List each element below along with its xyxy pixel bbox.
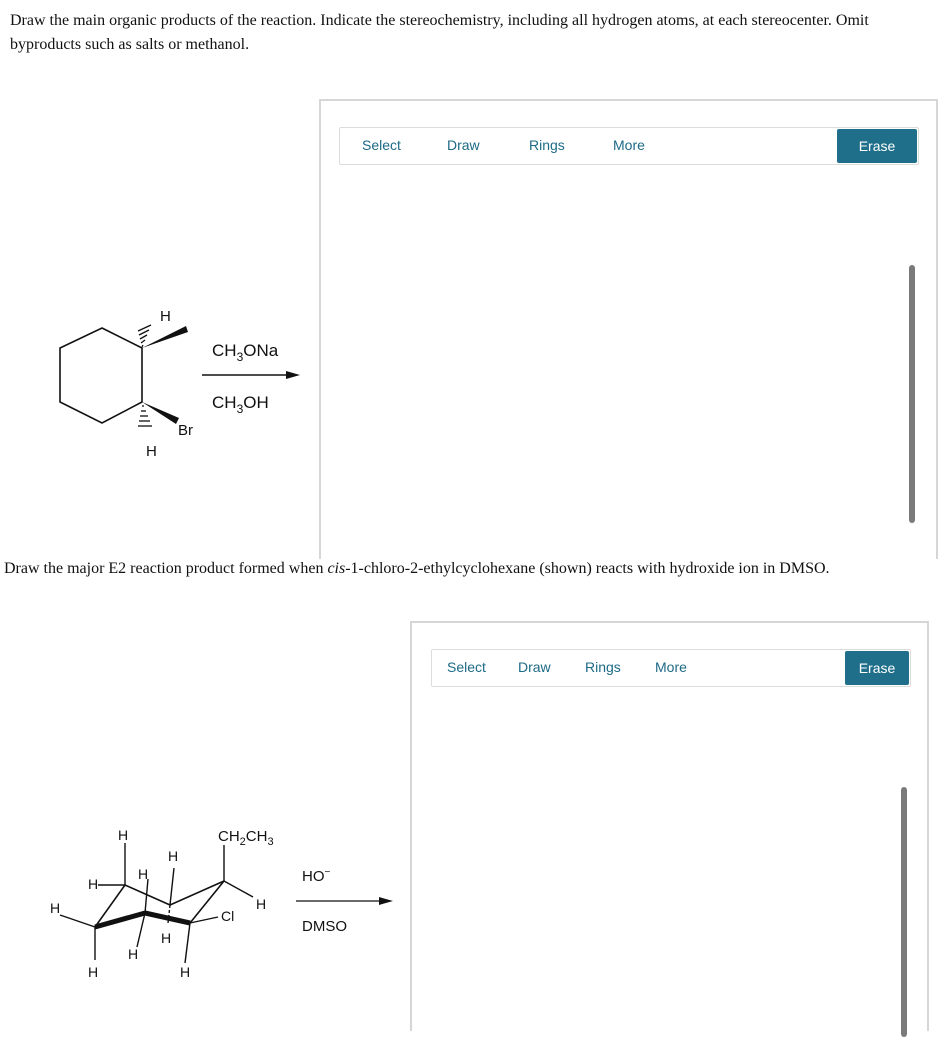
atom-h-1: H (118, 827, 129, 843)
tool-more[interactable]: More (613, 137, 645, 153)
atom-cl: Cl (221, 908, 235, 924)
atom-h-7: H (128, 946, 139, 962)
question-1-prompt: Draw the main organic products of the reaction. Indicate the stereochemistry, including all hydrogen atoms, at each stereocenter. Omit byproducts such as salts or methanol. (10, 12, 869, 53)
drawing-editor-2[interactable] (410, 621, 929, 1031)
arrow-head-1 (286, 371, 300, 379)
drawing-editor-1[interactable] (319, 99, 938, 559)
tool-draw[interactable]: Draw (447, 137, 480, 153)
hashed-bond-bottom (138, 406, 152, 426)
tool-rings[interactable]: Rings (529, 137, 565, 153)
tool-select[interactable]: Select (362, 137, 401, 153)
question-2-prompt: Draw the major E2 reaction product formed when cis-1-chloro-2-ethylcyclohexane (shown) reacts with hydroxide ion in DMSO. (4, 560, 830, 577)
atom-h-2: H (88, 876, 99, 892)
hashed-bond-top (138, 325, 151, 347)
atom-h-bottom: H (146, 443, 157, 460)
editor-scrollbar-1[interactable] (909, 265, 915, 523)
ethyl-group: $CH_2CH_3$ (218, 828, 274, 848)
atom-h-top: H (160, 308, 171, 325)
reagent-ch3oh: $CH_3OH$ (212, 393, 269, 416)
substituent-bonds (60, 843, 253, 963)
wedge-bond-top (142, 326, 188, 348)
editor-scrollbar-2[interactable] (901, 787, 907, 1037)
arrow-head-2 (379, 897, 393, 905)
atom-h-5: H (168, 848, 179, 864)
editor-toolbar-1 (339, 127, 919, 165)
tool-draw[interactable]: Draw (518, 659, 551, 675)
atom-h-8: H (161, 930, 172, 946)
atom-br: Br (178, 422, 193, 439)
atom-h-3: H (50, 900, 61, 916)
cyclohexane-ring (60, 328, 142, 423)
erase-button[interactable]: Erase (837, 129, 917, 163)
reactant-structure-1 (40, 290, 320, 470)
erase-button[interactable]: Erase (845, 651, 909, 685)
reagent-hydroxide: HO− (302, 867, 331, 885)
editor-toolbar-2 (431, 649, 911, 687)
atom-h-6: H (138, 866, 149, 882)
tool-more[interactable]: More (655, 659, 687, 675)
atom-h-10: H (256, 896, 267, 912)
tool-select[interactable]: Select (447, 659, 486, 675)
reagent-dmso: DMSO (302, 918, 347, 935)
reactant-structure-2 (40, 815, 410, 990)
reagent-ch3ona: $CH_3ONa$ (212, 341, 279, 364)
tool-rings[interactable]: Rings (585, 659, 621, 675)
atom-h-9: H (180, 964, 191, 980)
atom-h-4: H (88, 964, 99, 980)
